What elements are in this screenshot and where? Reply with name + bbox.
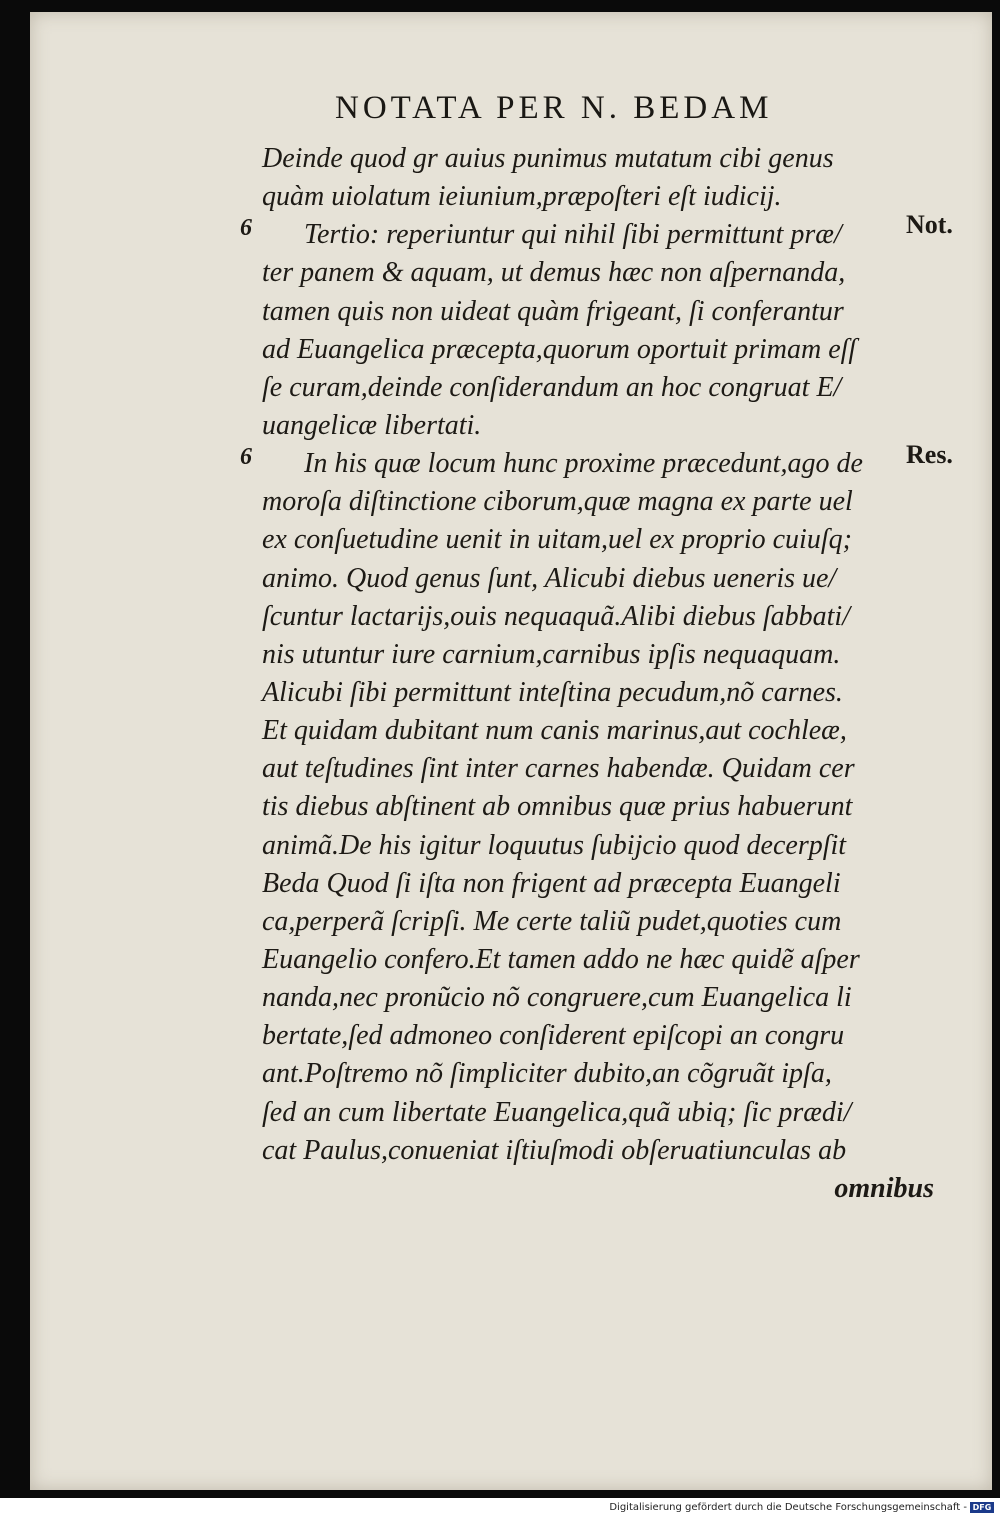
text-line: tis diebus abſtinent ab omnibus quæ prius habuerunt <box>262 791 853 823</box>
book-page <box>30 12 992 1490</box>
text-line: nanda,nec pronũcio nõ congruere,cum Euangelica li <box>262 982 852 1014</box>
text-line: quàm uiolatum ieiunium,præpoſteri eſt iudicij. <box>262 181 782 213</box>
text-line: ex conſuetudine uenit in uitam,uel ex proprio cuiuſq; <box>262 524 852 556</box>
text-line: ad Euangelica præcepta,quorum oportuit primam eſſ <box>262 333 857 365</box>
text-line: animo. Quod genus ſunt, Alicubi diebus ueneris ue/ <box>262 562 837 594</box>
text-line: Deinde quod gr auius punimus mutatum cibi genus <box>262 143 834 174</box>
text-line: moroſa diſtinctione ciborum,quæ magna ex parte uel <box>262 486 853 518</box>
catchword: omnibus <box>834 1172 934 1204</box>
text-line: Et quidam dubitant num canis marinus,aut cochleæ, <box>262 715 847 747</box>
digitization-credit <box>609 1500 994 1514</box>
text-line: animã.De his igitur loquutus ſubijcio quod decerpſit <box>262 829 847 861</box>
text-line: aut teſtudines ſint inter carnes habendæ. Quidam cer <box>262 753 855 785</box>
text-line: ſe curam,deinde conſiderandum an hoc congruat E/ <box>262 371 842 403</box>
text-line: cat Paulus,conueniat iſtiuſmodi obſeruatiunculas ab <box>262 1134 847 1166</box>
marginal-number: 6 <box>240 444 252 470</box>
text-line: Euangelio confero.Et tamen addo ne hæc quidẽ aſper <box>262 943 860 975</box>
body-text <box>262 140 934 1208</box>
marginal-note: Res. <box>906 440 953 469</box>
marginal-note: Not. <box>906 210 953 239</box>
dfg-logo-icon: DFG <box>970 1502 994 1513</box>
text-line: tamen quis non uideat quàm frigeant, ſi conferantur <box>262 295 844 327</box>
text-line: In his quæ locum hunc proxime præcedunt,ago de <box>304 448 863 480</box>
text-line: ant.Poſtremo nõ ſimpliciter dubito,an cõgruãt ipſa, <box>262 1058 832 1090</box>
running-title: NOTATA PER N. BEDAM <box>335 90 773 126</box>
text-line: ter panem & aquam, ut demus hæc non aſpernanda, <box>262 257 846 289</box>
marginal-number: 6 <box>240 215 252 241</box>
text-line: bertate,ſed admoneo conſiderent epiſcopi an congru <box>262 1020 845 1052</box>
text-line: ſed an cum libertate Euangelica,quã ubiq; ſic prædi/ <box>262 1096 852 1128</box>
text-line: nis utuntur iure carnium,carnibus ipſis nequaquam. <box>262 638 841 670</box>
text-line: ca,perperã ſcripſi. Me certe taliũ pudet,quoties cum <box>262 905 842 937</box>
credit-text: Digitalisierung gefördert durch die Deutsche Forschungsgemeinschaft - <box>609 1501 967 1513</box>
text-line: Tertio: reperiuntur qui nihil ſibi permittunt præ/ <box>304 219 842 251</box>
text-line: Alicubi ſibi permittunt inteſtina pecudum,nõ carnes. <box>262 676 843 708</box>
text-line: ſcuntur lactarijs,ouis nequaquã.Alibi diebus ſabbati/ <box>262 600 850 632</box>
text-line: Beda Quod ſi iſta non frigent ad præcepta Euangeli <box>262 867 841 899</box>
text-line: uangelicæ libertati. <box>262 409 482 441</box>
